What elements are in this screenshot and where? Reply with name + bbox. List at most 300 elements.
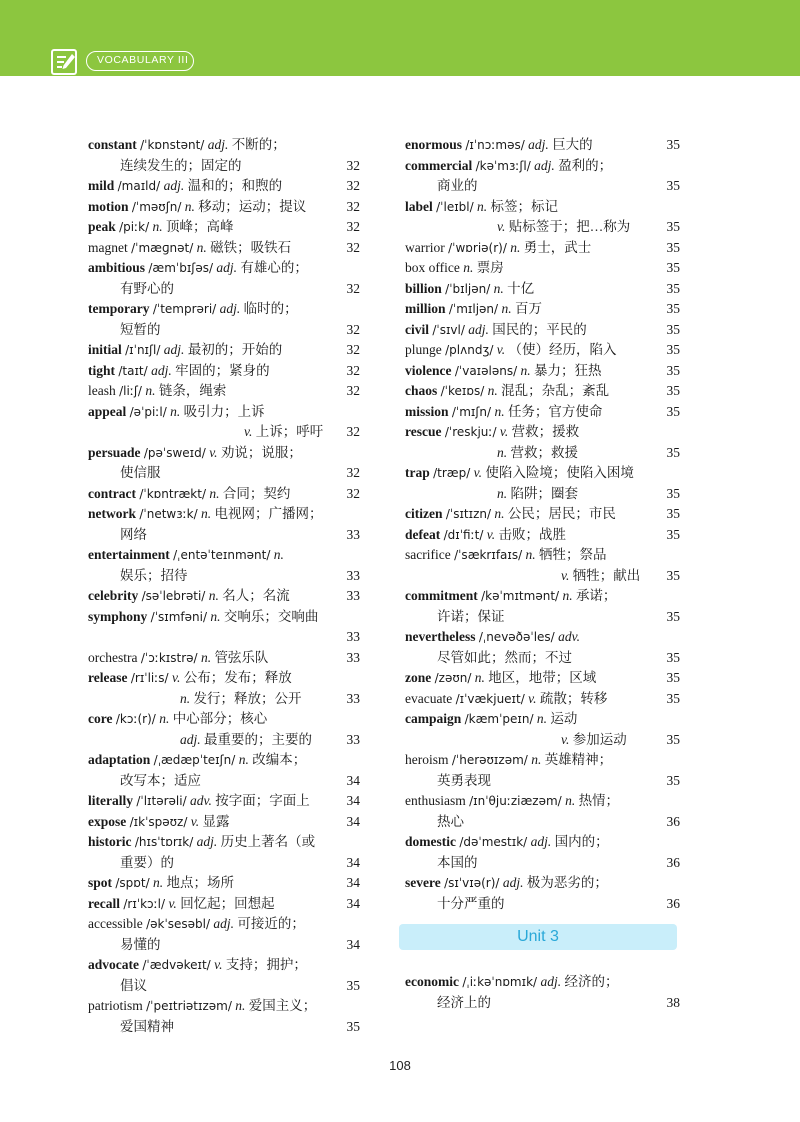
- vocab-line: [88, 402, 360, 423]
- vocab-line: [405, 361, 680, 382]
- vocab-part-of-speech: n.: [497, 485, 508, 501]
- vocab-line: [405, 586, 680, 607]
- vocab-part-of-speech: n.: [153, 875, 164, 890]
- notebook-pencil-icon: [50, 48, 78, 76]
- vocab-page-ref: 32: [346, 280, 360, 296]
- vocab-word: heroism: [405, 752, 449, 767]
- vocab-part-of-speech: adj.: [180, 731, 201, 747]
- vocab-phonetic: /taɪt/: [118, 363, 148, 378]
- vocab-part-of-speech: n.: [494, 403, 505, 419]
- vocab-word: violence: [405, 362, 452, 378]
- vocab-line: [405, 791, 680, 812]
- vocab-page-ref: 35: [666, 383, 680, 398]
- vocab-part-of-speech: n.: [170, 403, 181, 419]
- vocab-line: [88, 935, 360, 956]
- vocab-line: [405, 320, 680, 341]
- vocab-part-of-speech: adj.: [213, 916, 235, 931]
- vocab-line: [405, 422, 680, 443]
- vocab-line: [88, 258, 360, 279]
- vocab-word: spot: [88, 875, 113, 890]
- vocab-part-of-speech: adj.: [151, 362, 172, 378]
- vocab-definition-cont: 娱乐；招待: [120, 567, 188, 583]
- vocab-definition: 电视网；广播网；: [214, 506, 323, 521]
- vocab-phonetic: /ɪˈnɔːməs/: [465, 138, 525, 152]
- vocab-line: [88, 443, 360, 464]
- vocab-page-ref: 32: [346, 239, 360, 255]
- vocab-phonetic: /ˈbɪljən/: [445, 281, 491, 296]
- vocab-line: [88, 689, 360, 710]
- vocab-line: [405, 156, 680, 177]
- vocab-word: trap: [405, 465, 430, 480]
- unit-3-heading: Unit 3: [399, 924, 677, 950]
- vocab-line: [88, 217, 360, 238]
- vocab-page-ref: 34: [346, 772, 360, 788]
- vocab-part-of-speech: adj.: [207, 137, 229, 152]
- vocab-part-of-speech: n.: [497, 444, 508, 460]
- vocab-phonetic: /hɪsˈtɒrɪk/: [134, 835, 194, 849]
- vocab-phonetic: /kəˈmɪtmənt/: [481, 589, 560, 603]
- vocab-word: evacuate: [405, 690, 453, 706]
- vocab-word: release: [88, 670, 128, 685]
- vocab-part-of-speech: n.: [474, 670, 485, 685]
- vocab-part-of-speech: n.: [463, 260, 474, 275]
- vocab-part-of-speech: adj.: [468, 321, 489, 337]
- vocab-phonetic: /səˈlebrəti/: [141, 589, 206, 603]
- vocab-line: [88, 607, 360, 628]
- vocab-page-ref: 35: [666, 608, 680, 624]
- vocab-definition: 运动: [550, 711, 578, 726]
- vocab-line: [405, 607, 680, 628]
- vocab-definition: 盈利的；: [558, 157, 613, 173]
- vocab-line: [88, 135, 360, 156]
- vocab-word: persuade: [88, 444, 141, 460]
- vocab-part-of-speech: n.: [531, 752, 542, 767]
- vocab-word: domestic: [405, 834, 456, 849]
- vocab-word: box office: [405, 260, 460, 275]
- vocab-line: [88, 832, 360, 853]
- vocab-definition-cont: 有野心的: [120, 280, 174, 296]
- vocab-phonetic: /əkˈsesəbl/: [146, 917, 211, 931]
- vocab-line: [405, 402, 680, 423]
- vocab-part-of-speech: v.: [499, 424, 509, 439]
- vocab-phonetic: /ˈsɪtɪzn/: [445, 507, 492, 521]
- vocab-line: [88, 361, 360, 382]
- vocab-page-ref: 33: [346, 567, 360, 583]
- vocab-part-of-speech: n.: [184, 198, 195, 214]
- vocab-line: [88, 730, 360, 751]
- vocab-page-ref: 35: [346, 1018, 360, 1034]
- vocab-phonetic: /ˌnevəðəˈles/: [478, 630, 555, 644]
- vocab-definition: 票房: [476, 260, 504, 275]
- right-column: [405, 135, 680, 1013]
- vocab-definition: 营救；援救: [511, 424, 580, 439]
- vocab-line: [88, 422, 360, 443]
- vocab-part-of-speech: n.: [477, 198, 488, 214]
- vocab-page-ref: 35: [666, 342, 680, 357]
- vocab-definition: 磁铁；吸铁石: [210, 239, 292, 255]
- vocab-word: contract: [88, 485, 136, 501]
- vocab-definition: 公民；居民；市民: [507, 506, 616, 521]
- vocab-word: tight: [88, 362, 115, 378]
- vocab-phonetic: /pəˈsweɪd/: [143, 445, 206, 460]
- vocab-definition-cont: 营救；救援: [510, 444, 578, 460]
- vocab-word: billion: [405, 280, 442, 296]
- vocab-line: [88, 771, 360, 792]
- vocab-line: [88, 873, 360, 894]
- vocab-word: peak: [88, 219, 116, 234]
- vocab-phonetic: /ˈreskjuː/: [444, 425, 497, 439]
- vocab-page-ref: 35: [666, 178, 680, 193]
- vocab-page-ref: 34: [346, 895, 360, 911]
- vocab-word: warrior: [405, 239, 445, 255]
- vocab-page-ref: 34: [346, 875, 360, 890]
- vocab-phonetic: /ˈpeɪtriətɪzəm/: [146, 999, 232, 1013]
- vocab-page-ref: 32: [346, 383, 360, 398]
- vocab-line: [88, 894, 360, 915]
- vocab-part-of-speech: adj.: [528, 137, 549, 152]
- vocab-definition: 合同；契约: [222, 485, 291, 501]
- vocab-page-ref: 33: [346, 629, 360, 644]
- vocab-page-ref: 35: [666, 362, 680, 378]
- vocab-page-ref: 32: [346, 342, 360, 357]
- vocab-line: [405, 504, 680, 525]
- vocab-part-of-speech: adv.: [189, 793, 212, 808]
- vocab-line: [88, 197, 360, 218]
- vocab-definition: 热情；: [578, 793, 620, 808]
- vocab-definition: 吸引力；上诉: [183, 403, 265, 419]
- vocab-phonetic: /æmˈbɪʃəs/: [148, 261, 213, 275]
- vocab-line: [405, 197, 680, 218]
- vocab-definition: 勇士，武士: [523, 239, 592, 255]
- vocab-line: [88, 566, 360, 587]
- vocab-word: advocate: [88, 957, 139, 972]
- right-entries: [405, 135, 680, 914]
- vocab-definition-cont: 牺牲；献出: [572, 567, 641, 583]
- vocab-page-ref: 35: [666, 690, 680, 706]
- vocab-definition: 名人；名流: [222, 588, 290, 603]
- vocab-part-of-speech: adj.: [196, 834, 218, 849]
- vocab-line: [405, 381, 680, 402]
- vocab-page-ref: 38: [666, 994, 680, 1010]
- vocab-phonetic: /ˈkɒntrækt/: [139, 486, 206, 501]
- vocab-definition-cont: 倡议: [120, 977, 147, 993]
- vocab-phonetic: /zəʊn/: [434, 671, 472, 685]
- vocab-part-of-speech: n.: [494, 506, 505, 521]
- vocab-part-of-speech: n.: [208, 588, 219, 603]
- vocab-part-of-speech: v.: [486, 526, 496, 542]
- vocab-phonetic: /ˈsækrɪfaɪs/: [454, 548, 523, 562]
- vocab-line: [405, 443, 680, 464]
- vocab-definition-cont: 重要）的: [120, 854, 174, 870]
- vocab-part-of-speech: n.: [273, 547, 284, 562]
- vocab-word: constant: [88, 137, 137, 152]
- vocab-phonetic: /ˈmɪljən/: [448, 302, 499, 316]
- vocab-phonetic: /dɪˈfiːt/: [443, 527, 484, 542]
- vocab-line: [405, 771, 680, 792]
- vocab-phonetic: /ˈmɪʃn/: [451, 404, 492, 419]
- vocab-word: core: [88, 711, 113, 726]
- vocab-definition: 国民的；平民的: [492, 321, 587, 337]
- vocab-line: [88, 627, 360, 648]
- vocab-phonetic: /ˌentəˈteɪnmənt/: [173, 548, 271, 562]
- vocab-part-of-speech: n.: [487, 383, 498, 398]
- vocab-part-of-speech: n.: [152, 219, 163, 234]
- vocab-definition: 混乱；杂乱；紊乱: [501, 383, 610, 398]
- vocab-phonetic: /ˈvaɪələns/: [454, 363, 518, 378]
- vocab-part-of-speech: n.: [180, 690, 191, 706]
- vocab-line: [405, 832, 680, 853]
- vocab-part-of-speech: v.: [497, 219, 506, 234]
- vocab-word: magnet: [88, 239, 128, 255]
- vocab-part-of-speech: n.: [159, 711, 170, 726]
- vocab-definition-cont: 贴标签于；把…称为: [508, 219, 631, 234]
- vocab-page-ref: 32: [346, 219, 360, 234]
- vocab-part-of-speech: n.: [200, 649, 212, 665]
- vocab-word: accessible: [88, 916, 143, 931]
- vocab-definition-cont: 本国的: [437, 854, 478, 870]
- vocab-line: [88, 525, 360, 546]
- vocab-definition: 承诺；: [575, 588, 617, 603]
- vocab-word: adaptation: [88, 752, 151, 767]
- vocab-word: nevertheless: [405, 629, 476, 644]
- vocab-line: [405, 627, 680, 648]
- vocab-word: network: [88, 506, 136, 521]
- vocab-page-ref: 34: [346, 854, 360, 870]
- vocab-line: [88, 320, 360, 341]
- vocab-definition: 牺牲；祭品: [539, 547, 607, 562]
- vocab-word: plunge: [405, 342, 442, 357]
- vocab-page-ref: 34: [346, 936, 360, 952]
- vocab-part-of-speech: v.: [244, 424, 253, 439]
- vocab-phonetic: /ɪnˈθjuːziæzəm/: [469, 794, 562, 808]
- vocab-definition: 链条，绳索: [158, 383, 227, 398]
- vocab-part-of-speech: n.: [525, 547, 536, 562]
- vocab-line: [405, 972, 680, 993]
- vocab-part-of-speech: v.: [473, 465, 482, 480]
- vocab-word: patriotism: [88, 998, 143, 1013]
- vocab-part-of-speech: n.: [201, 506, 212, 521]
- vocab-phonetic: /kɔː(r)/: [115, 712, 156, 726]
- vocab-phonetic: /ˈædvəkeɪt/: [142, 958, 211, 972]
- vocab-line: [88, 914, 360, 935]
- vocab-definition: 可接近的；: [237, 916, 305, 931]
- vocab-line: [405, 299, 680, 320]
- vocab-page-ref: 33: [346, 731, 360, 747]
- vocab-page-ref: 32: [346, 362, 360, 378]
- vocab-definition: 有雄心的；: [240, 260, 308, 275]
- vocab-line: [88, 709, 360, 730]
- vocab-line: [405, 873, 680, 894]
- vocab-phonetic: /ˈsɪvl/: [432, 322, 465, 337]
- vocab-phonetic: /ˈmæɡnət/: [131, 240, 194, 255]
- vocab-word: label: [405, 198, 433, 214]
- vocab-word: commitment: [405, 588, 478, 603]
- vocab-line: [88, 750, 360, 771]
- vocab-line: [88, 279, 360, 300]
- vocab-part-of-speech: v.: [561, 731, 570, 747]
- vocab-part-of-speech: v.: [496, 342, 506, 357]
- vocab-word: enormous: [405, 137, 462, 152]
- vocab-phonetic: /ˈsɪmfəni/: [150, 609, 207, 624]
- vocab-definition: 不断的；: [231, 137, 286, 152]
- vocab-definition: 公布；发布；释放: [183, 670, 292, 685]
- vocab-part-of-speech: adj.: [219, 301, 241, 316]
- vocab-page-ref: 35: [666, 301, 680, 316]
- vocab-word: zone: [405, 670, 432, 685]
- vocab-phonetic: /kəˈmɜːʃl/: [475, 158, 531, 173]
- vocab-page-ref: 36: [666, 813, 680, 829]
- vocab-definition-cont: 尽管如此；然而；不过: [437, 649, 572, 665]
- vocab-word: enthusiasm: [405, 793, 466, 808]
- vocab-page-ref: 35: [666, 506, 680, 521]
- vocab-part-of-speech: n.: [501, 301, 512, 316]
- vocab-page-ref: 35: [666, 280, 680, 296]
- vocab-phonetic: /liːʃ/: [119, 384, 142, 398]
- vocab-line: [405, 566, 680, 587]
- vocab-definition: 地点；场所: [166, 875, 235, 890]
- vocab-page-ref: 34: [346, 813, 360, 829]
- vocab-word: motion: [88, 198, 129, 214]
- vocab-line: [88, 1017, 360, 1038]
- vocab-page-ref: 32: [346, 178, 360, 193]
- vocab-part-of-speech: adj.: [216, 260, 238, 275]
- vocab-definition: 牢固的；紧身的: [175, 362, 270, 378]
- vocab-definition-cont: 参加运动: [572, 731, 627, 747]
- vocab-definition-cont: 十分严重的: [437, 895, 505, 911]
- vocab-line: [88, 381, 360, 402]
- vocab-part-of-speech: v.: [214, 957, 223, 972]
- vocab-line: [405, 258, 680, 279]
- vocab-phonetic: /əˈpiːl/: [129, 404, 167, 419]
- vocab-phonetic: /dəˈmestɪk/: [459, 835, 528, 849]
- vocab-line: [88, 586, 360, 607]
- vocab-line: [405, 689, 680, 710]
- vocab-part-of-speech: adj.: [163, 342, 185, 357]
- vocab-line: [88, 668, 360, 689]
- vocab-definition: 地区，地带；区域: [488, 670, 597, 685]
- vocab-line: [88, 238, 360, 259]
- vocab-line: [405, 545, 680, 566]
- vocab-line: [405, 135, 680, 156]
- vocab-definition: 巨大的: [552, 137, 593, 152]
- vocab-line: [88, 812, 360, 833]
- vocab-definition: 显露: [202, 813, 230, 829]
- vocab-page-ref: 33: [346, 588, 360, 603]
- vocab-definition-cont: 使信服: [120, 465, 161, 480]
- vocab-phonetic: /ˈkɒnstənt/: [140, 138, 205, 152]
- vocab-line: [88, 156, 360, 177]
- vocab-definition: 回忆起；回想起: [180, 895, 275, 911]
- vocab-definition: 疏散；转移: [539, 690, 608, 706]
- vocab-line: [88, 853, 360, 874]
- vocab-word: celebrity: [88, 588, 139, 603]
- vocab-definition-cont: 发行；释放；公开: [193, 690, 302, 706]
- vocab-line: [88, 340, 360, 361]
- vocab-part-of-speech: n.: [562, 588, 573, 603]
- vocab-page-ref: 33: [346, 690, 360, 706]
- vocab-definition: 改编本；: [252, 752, 307, 767]
- vocab-page-ref: 32: [346, 465, 360, 480]
- vocab-line: [405, 750, 680, 771]
- vocab-phonetic: /ɪˈvækjueɪt/: [455, 691, 525, 706]
- vocab-phonetic: /ˈleɪbl/: [436, 199, 474, 214]
- vocab-definition: 移动；运动；提议: [198, 198, 307, 214]
- vocab-definition: 按字面；字面上: [215, 793, 310, 808]
- vocab-phonetic: /ˌiːkəˈnɒmɪk/: [462, 975, 538, 989]
- vocab-definition-cont: 商业的: [437, 178, 478, 193]
- vocab-part-of-speech: v.: [528, 690, 537, 706]
- vocab-definition-cont: 最重要的；主要的: [204, 731, 313, 747]
- vocab-line: [88, 996, 360, 1017]
- vocab-definition: 击败；战胜: [498, 526, 567, 542]
- vocab-page-ref: 35: [346, 977, 360, 993]
- vocab-line: [405, 525, 680, 546]
- vocab-page-ref: 33: [346, 526, 360, 542]
- vocab-phonetic: /ɪkˈspəʊz/: [129, 814, 188, 829]
- vocab-page-ref: 32: [346, 321, 360, 337]
- vocab-word: defeat: [405, 526, 441, 542]
- vocab-phonetic: /træp/: [433, 466, 471, 480]
- vocab-definition-cont: 英勇表现: [437, 772, 491, 788]
- vocab-part-of-speech: n.: [196, 239, 207, 255]
- vocab-definition: 支持；拥护；: [225, 957, 307, 972]
- vocab-line: [405, 709, 680, 730]
- vocab-definition-cont: 上诉；呼吁: [255, 424, 324, 439]
- vocab-page-ref: 35: [666, 321, 680, 337]
- vocab-definition: 管弦乐队: [214, 649, 269, 665]
- vocab-definition-cont: 连续发生的；固定的: [120, 157, 242, 173]
- vocab-phonetic: /ˈnetwɜːk/: [139, 507, 198, 521]
- vocab-definition: 最初的；开始的: [187, 342, 283, 357]
- vocab-word: civil: [405, 321, 429, 337]
- vocab-part-of-speech: adj.: [502, 875, 524, 890]
- vocab-part-of-speech: n.: [238, 752, 249, 767]
- vocab-page-ref: 35: [666, 403, 680, 419]
- vocab-definition: 顶峰；高峰: [166, 219, 234, 234]
- vocab-definition: 英雄精神；: [544, 752, 613, 767]
- vocab-line: [405, 238, 680, 259]
- vocab-phonetic: /sɪˈvɪə(r)/: [444, 876, 500, 890]
- vocab-definition: 国内的；: [554, 834, 609, 849]
- vocab-definition: 温和的；和煦的: [187, 178, 283, 193]
- unit-3-entries: [405, 972, 680, 1013]
- vocab-word: million: [405, 301, 446, 316]
- vocab-part-of-speech: n.: [565, 793, 576, 808]
- vocab-definition: 标签；标记: [490, 198, 559, 214]
- vocab-phonetic: /ˌædæpˈteɪʃn/: [153, 753, 236, 767]
- vocab-definition: 十亿: [507, 280, 535, 296]
- vocab-part-of-speech: n.: [145, 383, 156, 398]
- vocab-line: [88, 176, 360, 197]
- vocab-part-of-speech: adj.: [534, 157, 555, 173]
- vocab-page-ref: 35: [666, 731, 680, 747]
- vocab-phonetic: /ˈherəʊɪzəm/: [451, 753, 528, 767]
- vocab-definition-cont: 热心: [437, 813, 464, 829]
- vocab-word: commercial: [405, 157, 473, 173]
- vocab-word: economic: [405, 974, 459, 989]
- vocab-line: [88, 648, 360, 669]
- vocab-phonetic: /rɪˈkɔːl/: [123, 896, 166, 911]
- vocab-definition-cont: 爱国精神: [120, 1018, 174, 1034]
- vocab-line: [405, 176, 680, 197]
- vocab-line: [88, 484, 360, 505]
- vocab-word: temporary: [88, 301, 150, 316]
- vocab-word: sacrifice: [405, 547, 451, 562]
- vocab-line: [405, 993, 680, 1014]
- vocab-phonetic: /ɪˈnɪʃl/: [125, 343, 161, 357]
- vocab-word: literally: [88, 793, 133, 808]
- vocab-line: [405, 853, 680, 874]
